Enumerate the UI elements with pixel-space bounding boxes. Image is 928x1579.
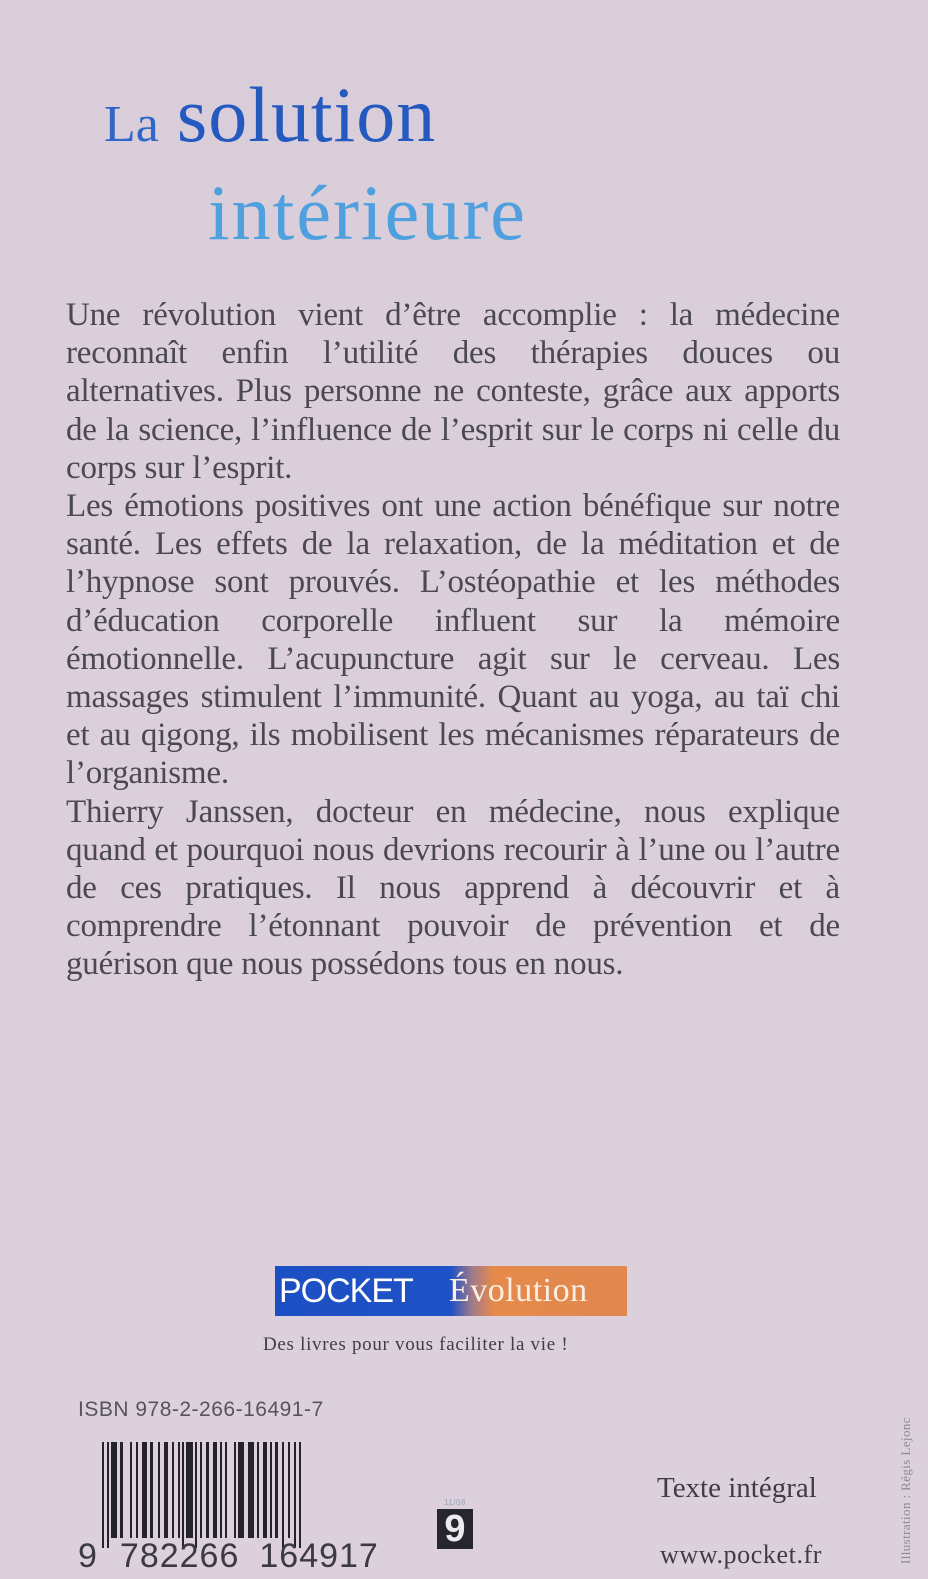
barcode-number <box>78 1537 379 1576</box>
blurb-paragraph: Une révolution vient d’être accomplie : la médecine reconnaît enfin l’utilité des thérapies douces ou alternatives. Plus personne ne conteste, grâce aux apports de la science, l’influence de l’esprit sur le corps ni celle du corps sur l’esprit. <box>66 297 840 486</box>
blurb <box>66 296 840 984</box>
title-word-interieure: intérieure <box>208 169 527 256</box>
publisher-website: www.pocket.fr <box>660 1540 823 1569</box>
blurb-paragraph: Thierry Janssen, docteur en médecine, nous explique quand et pourquoi nous devrions recourir à l’une ou l’autre de ces pratiques. Il nous apprend à découvrir et à comprendre l’étonnant pouvoir de prévention et de guérison que nous possédons tous en nous. <box>66 793 840 983</box>
price-category-badge <box>437 1498 473 1549</box>
collection-tagline: Des livres pour vous faciliter la vie ! <box>263 1334 569 1355</box>
title-line-1 <box>104 70 436 160</box>
edition-note: Texte intégral <box>657 1472 817 1504</box>
logo-brand: POCKET <box>279 1272 413 1310</box>
title-article: La <box>104 96 159 153</box>
barcode-group-2: 164917 <box>259 1537 379 1575</box>
logo-series: Évolution <box>449 1272 588 1309</box>
barcode-icon <box>102 1442 302 1548</box>
isbn-label: ISBN 978-2-266-16491-7 <box>78 1398 324 1421</box>
price-code-date: 11/08 <box>444 1498 466 1507</box>
title-word-solution: solution <box>176 71 437 158</box>
barcode-lead-digit: 9 <box>78 1537 98 1575</box>
illustration-credit: Illustration : Régis Lejonc <box>898 1417 913 1564</box>
pocket-evolution-logo <box>275 1266 627 1316</box>
barcode-group-1: 782266 <box>119 1537 240 1575</box>
blurb-paragraph: Les émotions positives ont une action bénéfique sur notre santé. Les effets de la relaxation, de la méditation et de l’hypnose sont prouvés. L’ostéopathie et les méthodes d’éducation corporelle influent sur la mémoire émotionnelle. L’acupuncture agit sur le cerveau. Les massages stimulent l’immunité. Quant au yoga, au taï chi et au qigong, ils mobilisent les mécanismes réparateurs de l’organisme. <box>66 488 840 792</box>
price-category: 9 <box>437 1509 473 1549</box>
